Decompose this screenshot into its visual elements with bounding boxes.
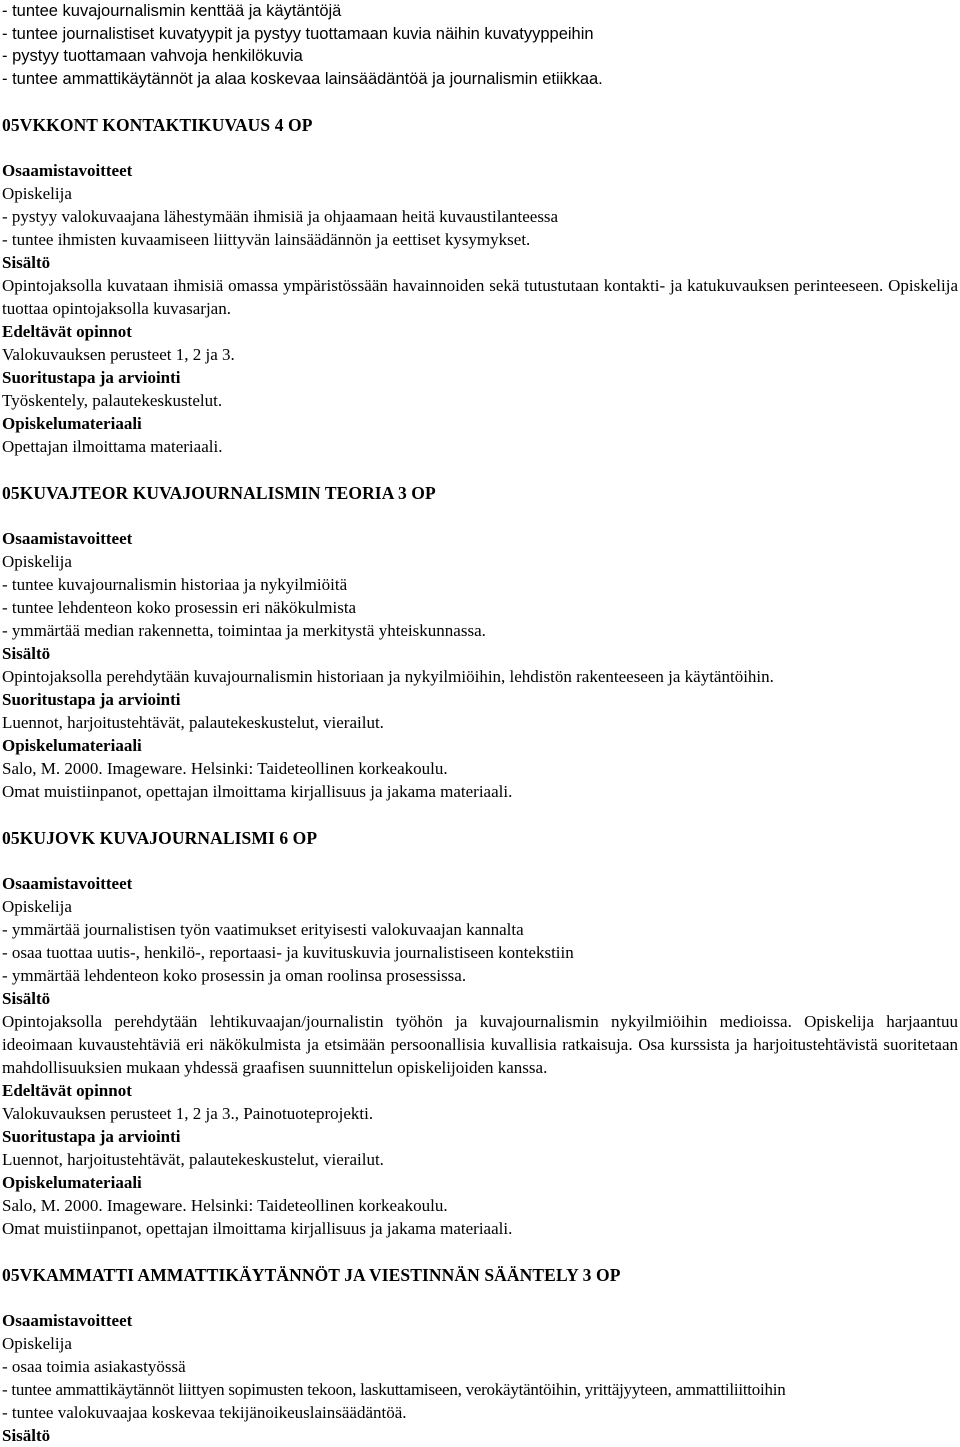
material-text: Salo, M. 2000. Imageware. Helsinki: Taideteollinen korkeakoulu. [2, 759, 448, 778]
assessment-heading: Suoritustapa ja arviointi [2, 690, 181, 709]
prerequisites-text: Valokuvauksen perusteet 1, 2 ja 3. [2, 345, 235, 364]
course-section [2, 827, 958, 1240]
course-title: 05VKAMMATTI AMMATTIKÄYTÄNNÖT JA VIESTINNÄN SÄÄNTELY 3 OP [2, 1265, 621, 1285]
list-item: - tuntee journalistiset kuvatyypit ja pystyy tuottamaan kuvia näihin kuvatyyppeihin [2, 24, 594, 43]
material-text: Salo, M. 2000. Imageware. Helsinki: Taideteollinen korkeakoulu. [2, 1196, 448, 1215]
objectives-heading: Osaamistavoitteet [2, 529, 133, 548]
list-item: - osaa tuottaa uutis-, henkilö-, reportaasi- ja kuvituskuvia journalistiseen kontekstiin [2, 943, 574, 962]
course-section [2, 114, 958, 458]
material-heading: Opiskelumateriaali [2, 1173, 142, 1192]
course-title: 05KUVAJTEOR KUVAJOURNALISMIN TEORIA 3 OP [2, 483, 436, 503]
list-item: - ymmärtää lehdenteon koko prosessin ja oman roolinsa prosessissa. [2, 966, 467, 985]
list-item: - tuntee lehdenteon koko prosessin eri näkökulmista [2, 598, 357, 617]
list-item: - tuntee ammattikäytännöt liittyen sopimusten tekoon, laskuttamiseen, verokäytäntöihin, yrittäjyyteen, ammattiliittoihin [2, 1380, 786, 1399]
list-item: - tuntee valokuvaajaa koskevaa tekijänoikeuslainsäädäntöä. [2, 1403, 407, 1422]
objectives-heading: Osaamistavoitteet [2, 1311, 133, 1330]
material-heading: Opiskelumateriaali [2, 736, 142, 755]
assessment-heading: Suoritustapa ja arviointi [2, 1127, 181, 1146]
course-section [2, 482, 958, 803]
material-text: Opettajan ilmoittama materiaali. [2, 437, 223, 456]
content-heading: Sisältö [2, 989, 51, 1008]
assessment-text: Työskentely, palautekeskustelut. [2, 391, 223, 410]
content-heading: Sisältö [2, 644, 51, 663]
document-page [2, 0, 958, 1447]
material-text: Omat muistiinpanot, opettajan ilmoittama kirjallisuus ja jakama materiaali. [2, 1219, 513, 1238]
objectives-heading: Osaamistavoitteet [2, 161, 133, 180]
course-section [2, 1264, 958, 1447]
list-item: - osaa toimia asiakastyössä [2, 1357, 186, 1376]
content-text: Opintojaksolla perehdytään kuvajournalismin historiaan ja nykyilmiöihin, lehdistön rakenteeseen ja käytäntöihin. [2, 667, 774, 686]
assessment-text: Luennot, harjoitustehtävät, palautekeskustelut, vierailut. [2, 1150, 384, 1169]
course-title: 05KUJOVK KUVAJOURNALISMI 6 OP [2, 828, 318, 848]
list-item: - ymmärtää median rakennetta, toimintaa ja merkitystä yhteiskunnassa. [2, 621, 486, 640]
material-heading: Opiskelumateriaali [2, 414, 142, 433]
content-text: Opintojaksolla kuvataan ihmisiä omassa ympäristössään havainnoiden sekä tutustutaan kontakti- ja katukuvauksen perinteeseen. Opiskelija tuottaa opintojaksolla kuvasarjan. [2, 276, 958, 318]
objectives-heading: Osaamistavoitteet [2, 874, 133, 893]
list-item: - ymmärtää journalistisen työn vaatimukset erityisesti valokuvaajan kannalta [2, 920, 524, 939]
student-label: Opiskelija [2, 552, 72, 571]
list-item: - pystyy tuottamaan vahvoja henkilökuvia [2, 47, 303, 65]
prerequisites-heading: Edeltävät opinnot [2, 1081, 132, 1100]
intro-objectives-list [2, 0, 958, 90]
prerequisites-text: Valokuvauksen perusteet 1, 2 ja 3., Painotuoteprojekti. [2, 1104, 374, 1123]
content-heading: Sisältö [2, 253, 51, 272]
list-item: - tuntee kuvajournalismin kenttää ja käytäntöjä [2, 2, 342, 20]
assessment-text: Luennot, harjoitustehtävät, palautekeskustelut, vierailut. [2, 713, 384, 732]
content-text: Opintojaksolla perehdytään lehtikuvaajan/journalistin työhön ja kuvajournalismin nykyilmiöihin medioissa. Opiskelija harjaantuu ideoimaan kuvaustehtäviä eri näkökulmista ja etsimään persoonallisia kuvallisia ratkaisuja. Osa kurssista ja harjoitustehtävistä suoritetaan mahdollisuuksien mukaan yhdessä graafisen suunnittelun opiskelijoiden kanssa. [2, 1012, 958, 1077]
student-label: Opiskelija [2, 1334, 72, 1353]
prerequisites-heading: Edeltävät opinnot [2, 322, 132, 341]
list-item: - pystyy valokuvaajana lähestymään ihmisiä ja ohjaamaan heitä kuvaustilanteessa [2, 207, 559, 226]
list-item: - tuntee ihmisten kuvaamiseen liittyvän lainsäädännön ja eettiset kysymykset. [2, 230, 531, 249]
content-heading: Sisältö [2, 1426, 51, 1445]
list-item: - tuntee kuvajournalismin historiaa ja nykyilmiöitä [2, 575, 348, 594]
student-label: Opiskelija [2, 184, 72, 203]
course-title: 05VKKONT KONTAKTIKUVAUS 4 OP [2, 115, 313, 135]
assessment-heading: Suoritustapa ja arviointi [2, 368, 181, 387]
list-item: - tuntee ammattikäytännöt ja alaa koskevaa lainsäädäntöä ja journalismin etiikkaa. [2, 69, 603, 88]
student-label: Opiskelija [2, 897, 72, 916]
material-text: Omat muistiinpanot, opettajan ilmoittama kirjallisuus ja jakama materiaali. [2, 782, 513, 801]
